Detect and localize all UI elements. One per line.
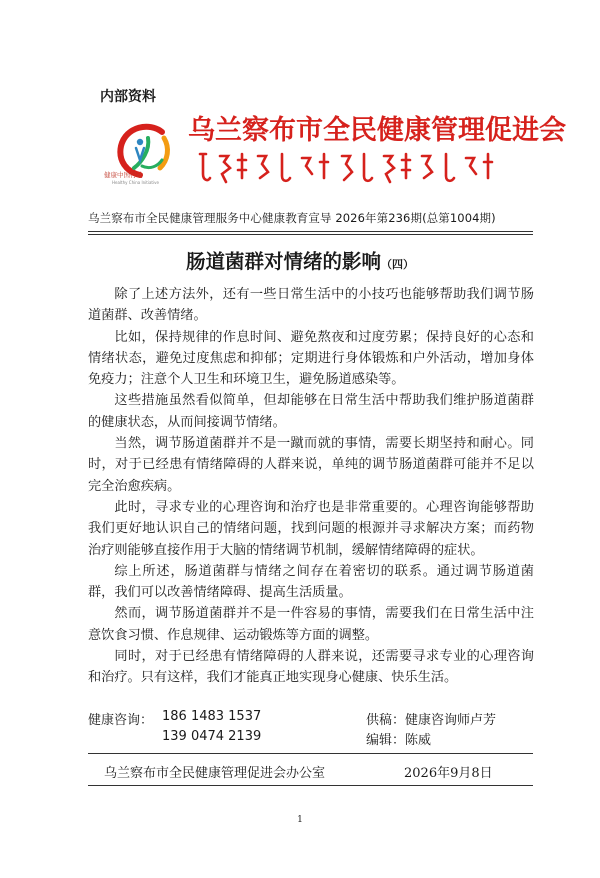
- paragraph: 同时，对于已经患有情绪障碍的人群来说，还需要寻求专业的心理咨询和治疗。只有这样，我们才能真正地实现身心健康、快乐生活。: [88, 649, 534, 686]
- footer-divider-bottom: [88, 785, 533, 786]
- page-number: 1: [297, 815, 303, 825]
- contact-phone-2: 139 0474 2139: [162, 729, 262, 744]
- footer-divider-top: [88, 753, 533, 754]
- issue-header-line: 乌兰察布市全民健康管理服务中心健康教育宣导 2026年第236期(总第1004期): [88, 211, 496, 225]
- paragraph: 比如，保持规律的作息时间、避免熬夜和过度劳累；保持良好的心态和情绪状态，避免过度焦虑和抑郁；定期进行身体锻炼和户外活动，增加身体免疫力；注意个人卫生和环境卫生，避免肠道感染等。: [88, 329, 534, 388]
- paragraph: 当然，调节肠道菌群并不是一蹴而就的事情，需要长期坚持和耐心。同时，对于已经患有情绪障碍的人群来说，单纯的调节肠道菌群可能并不足以完全治愈疾病。: [88, 436, 534, 494]
- logo-caption-en: Healthy China Initiative: [112, 180, 159, 185]
- header-divider-thick: [88, 234, 533, 235]
- article-title-suffix: （四）: [381, 258, 414, 271]
- internal-label: 内部资料: [100, 89, 156, 105]
- mongolian-script-title: [196, 148, 506, 188]
- org-title: 乌兰察布市全民健康管理促进会: [188, 115, 566, 146]
- contact-label: 健康咨询：: [88, 713, 154, 728]
- contributor: 供稿：健康咨询师卢芳: [366, 713, 497, 728]
- article-body: [88, 284, 534, 689]
- logo-caption: 健康中国行动: [104, 171, 143, 179]
- paragraph: 除了上述方法外，还有一些日常生活中的小技巧也能够帮助我们调节肠道菌群、改善情绪。: [88, 287, 534, 324]
- paragraph: 综上所述，肠道菌群与情绪之间存在着密切的联系。通过调节肠道菌群，我们可以改善情绪障碍、提高生活质量。: [88, 563, 534, 601]
- article-title-main: 肠道菌群对情绪的影响: [185, 250, 381, 273]
- paragraph: 此时，寻求专业的心理咨询和治疗也是非常重要的。心理咨询能够帮助我们更好地认识自己的情绪问题，找到问题的根源并寻求解决方案；而药物治疗则能够直接作用于大脑的情绪调节机制，缓解情绪障碍的症状。: [88, 499, 534, 558]
- contact-phone-1: 186 1483 1537: [162, 709, 262, 724]
- paragraph: 这些措施虽然看似简单，但却能够在日常生活中帮助我们维护肠道菌群的健康状态，从而间接调节情绪。: [88, 393, 534, 430]
- editor: 编辑：陈威: [366, 733, 432, 748]
- footer-office: 乌兰察布市全民健康管理促进会办公室: [104, 766, 326, 781]
- footer-date: 2026年9月8日: [404, 766, 493, 781]
- article-title: [0, 246, 600, 274]
- header-divider-thin: [88, 231, 533, 232]
- paragraph: 然而，调节肠道菌群并不是一件容易的事情，需要我们在日常生活中注意饮食习惯、作息规律、运动锻炼等方面的调整。: [88, 606, 534, 643]
